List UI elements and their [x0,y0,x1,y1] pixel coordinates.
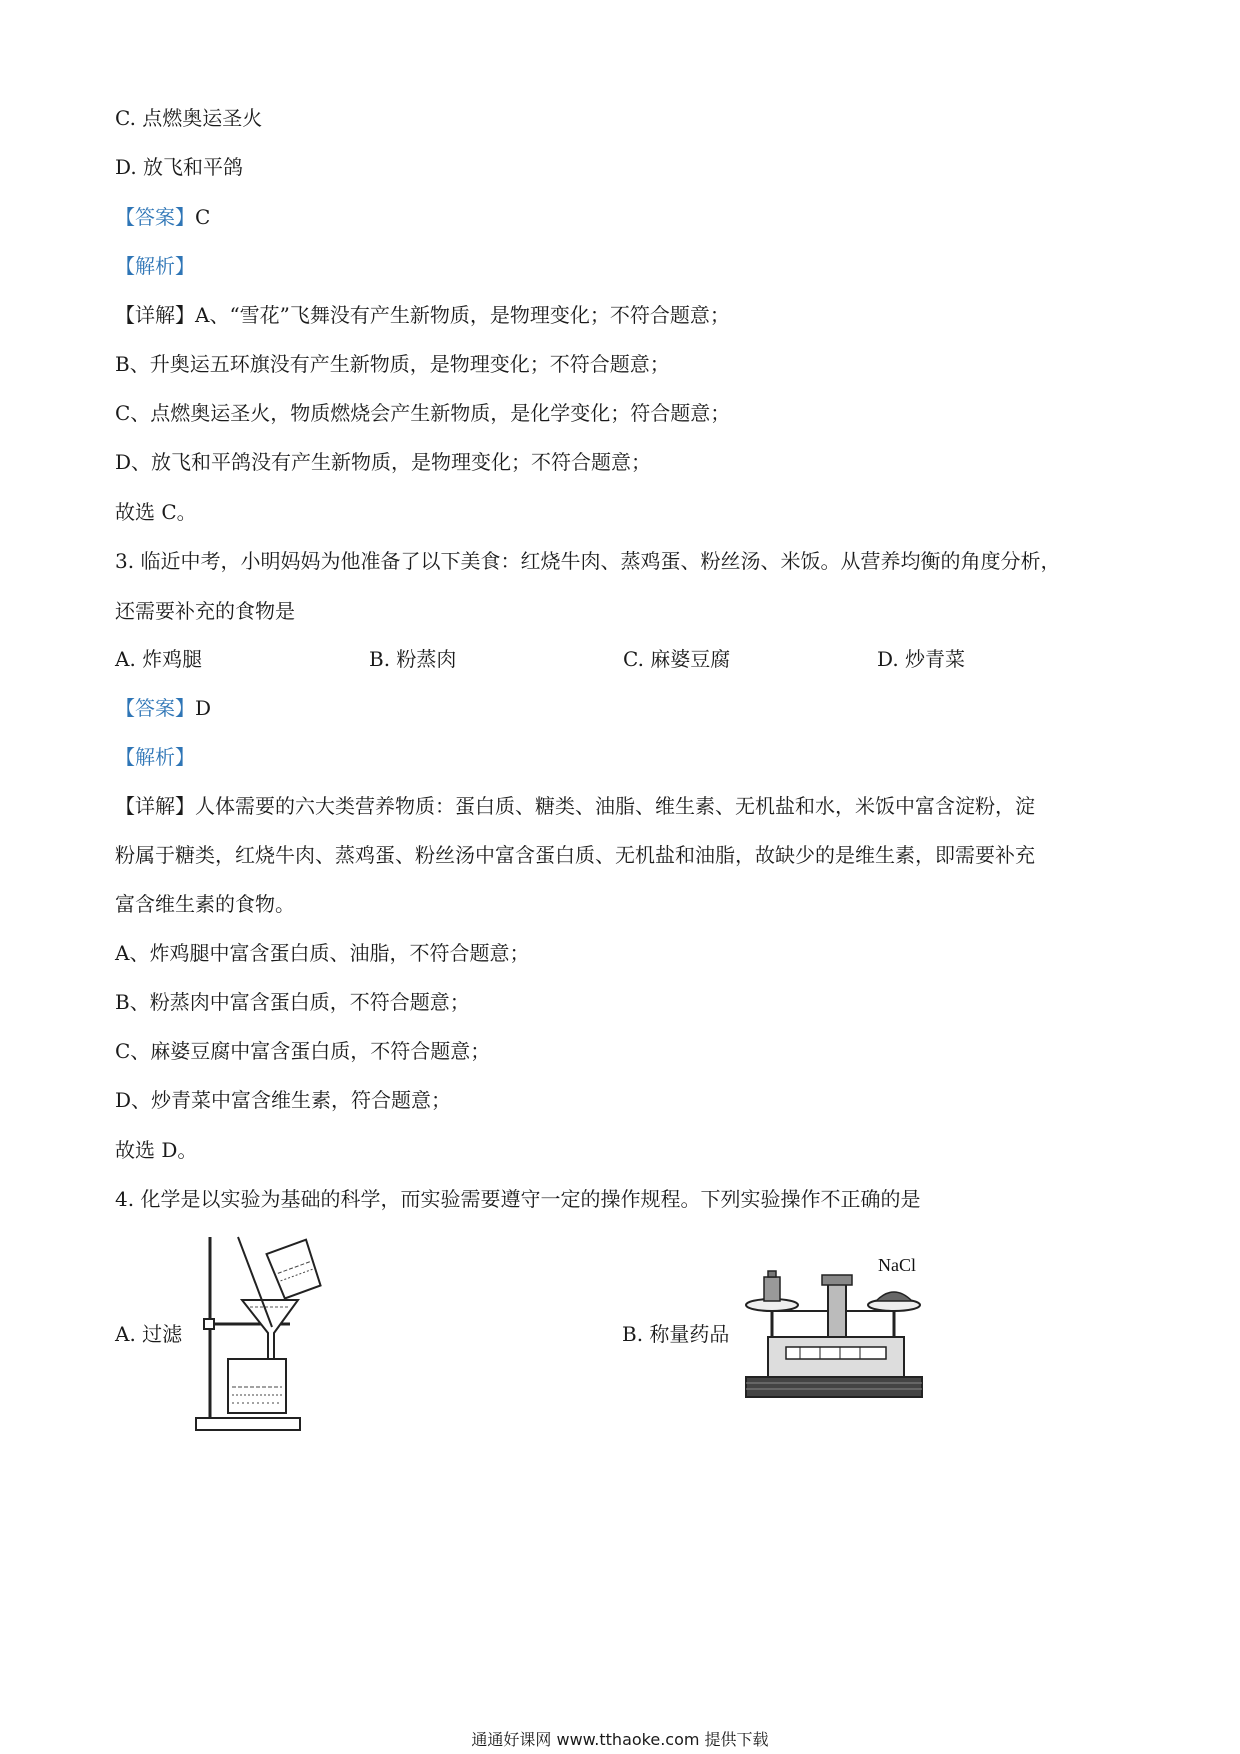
question-3-line-2: 还需要补充的食物是 [115,599,295,623]
detail-2-line-c: C、麻婆豆腐中富含蛋白质，不符合题意； [115,1039,491,1063]
q3-option-a: A. 炸鸡腿 [115,647,203,671]
detail-2-line-a: A、炸鸡腿中富含蛋白质、油脂，不符合题意； [115,941,530,965]
answer-value: C [195,205,211,229]
detail-text: A、“雪花”飞舞没有产生新物质，是物理变化；不符合题意； [195,303,730,327]
detail-text: 人体需要的六大类营养物质：蛋白质、糖类、油脂、维生素、无机盐和水，米饭中富含淀粉，淀 [195,794,1035,818]
answer-1 [115,203,210,231]
q3-option-c: C. 麻婆豆腐 [623,647,731,671]
q4-option-b-label: B. 称量药品 [622,1322,730,1346]
analysis-tag-2: 【解析】 [115,745,195,769]
analysis-tag-1: 【解析】 [115,254,195,278]
option-d-line: D. 放飞和平鸽 [115,155,244,179]
detail-1-line-a [115,301,730,329]
footer-watermark: 通通好课网 www.tthaoke.com 提供下载 [471,1730,769,1749]
nacl-label: NaCl [878,1255,916,1275]
detail-2-conclusion: 故选 D。 [115,1138,198,1162]
detail-2-line-3: 富含维生素的食物。 [115,892,295,916]
detail-1-line-d: D、放飞和平鸽没有产生新物质，是物理变化；不符合题意； [115,450,652,474]
q4-option-a-label: A. 过滤 [115,1322,183,1346]
answer-2 [115,694,211,722]
question-3-line-1: 3. 临近中考，小明妈妈为他准备了以下美食：红烧牛肉、蒸鸡蛋、粉丝汤、米饭。从营养均衡的角度分析， [115,549,1061,573]
detail-2-line-b: B、粉蒸肉中富含蛋白质，不符合题意； [115,990,470,1014]
detail-2-line-d: D、炒青菜中富含维生素，符合题意； [115,1088,452,1112]
q3-option-d: D. 炒青菜 [877,647,966,671]
detail-1-line-b: B、升奥运五环旗没有产生新物质，是物理变化；不符合题意； [115,352,670,376]
answer-tag: 【答案】 [115,696,195,720]
filtration-apparatus-figure [190,1235,340,1435]
q3-option-b: B. 粉蒸肉 [369,647,457,671]
detail-1-conclusion: 故选 C。 [115,500,197,524]
detail-2-line-2: 粉属于糖类，红烧牛肉、蒸鸡蛋、粉丝汤中富含蛋白质、无机盐和油脂，故缺少的是维生素，即需要补充 [115,843,1035,867]
answer-tag: 【答案】 [115,205,195,229]
balance-figure [740,1255,930,1405]
detail-2-line-1 [115,792,1035,820]
detail-1-line-c: C、点燃奥运圣火，物质燃烧会产生新物质，是化学变化；符合题意； [115,401,731,425]
detail-tag: 【详解】 [115,794,195,818]
question-4: 4. 化学是以实验为基础的科学，而实验需要遵守一定的操作规程。下列实验操作不正确的是 [115,1187,921,1211]
option-c-line: C. 点燃奥运圣火 [115,106,263,130]
answer-value: D [195,696,212,720]
question-3-options [115,645,965,673]
detail-tag: 【详解】 [115,303,195,327]
